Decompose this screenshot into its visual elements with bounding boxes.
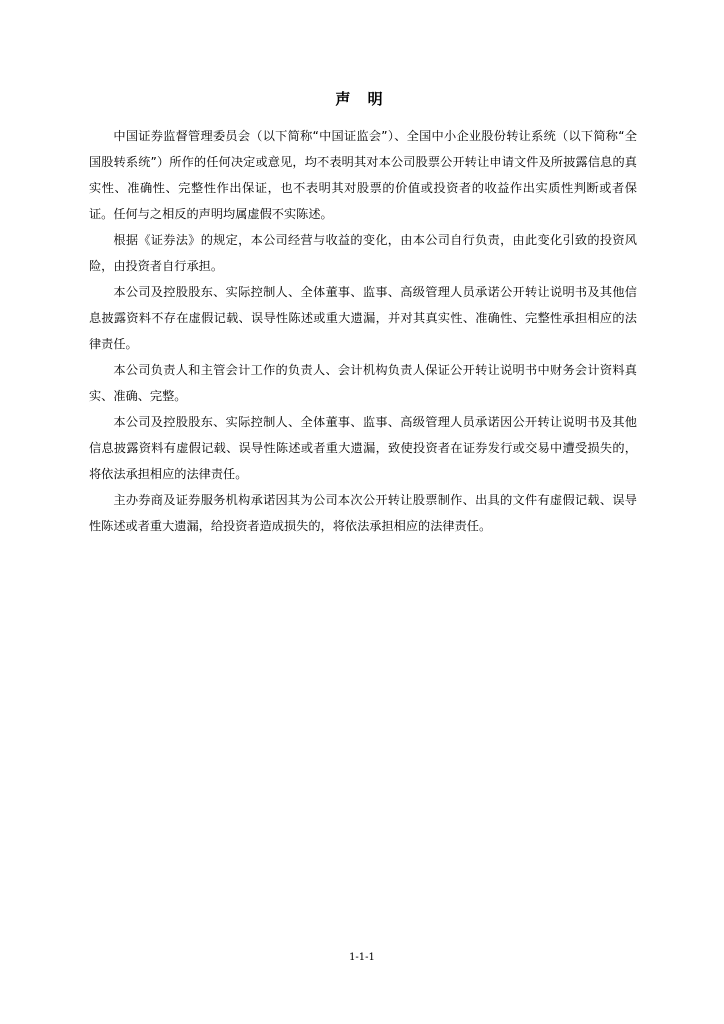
paragraph-broker-commitment: 主办券商及证券服务机构承诺因其为公司本次公开转让股票制作、出具的文件有虚假记载、误导性陈述或者重大遗漏，给投资者造成损失的，将依法承担相应的法律责任。 [89,493,637,533]
paragraph-regulator-disclaimer: 中国证券监督管理委员会（以下简称“中国证监会”）、全国中小企业股份转让系统（以下简称“全国股转系统”）所作的任何决定或意见，均不表明其对本公司股票公开转让申请文件及所披露信息的真实性、准确性、完整性作出保证，也不表明其对股票的价值或投资者的收益作出实质性判断或者保证。任何与之相反的声明均属虚假不实陈述。 [89,129,637,221]
paragraph-disclosure-commitment: 本公司及控股股东、实际控制人、全体董事、监事、高级管理人员承诺公开转让说明书及其他信息披露资料不存在虚假记载、误导性陈述或重大遗漏，并对其真实性、准确性、完整性承担相应的法律责任。 [89,285,637,351]
statement-body [89,123,637,539]
page-title: 声 明 [335,90,389,108]
page-number: 1-1-1 [349,952,375,963]
paragraph-liability-commitment: 本公司及控股股东、实际控制人、全体董事、监事、高级管理人员承诺因公开转让说明书及其他信息披露资料有虚假记载、误导性陈述或者重大遗漏，致使投资者在证券发行或交易中遭受损失的，将依法承担相应的法律责任。 [89,415,637,481]
paragraph-financial-guarantee: 本公司负责人和主管会计工作的负责人、会计机构负责人保证公开转让说明书中财务会计资料真实、准确、完整。 [89,363,637,403]
paragraph-investment-risk: 根据《证券法》的规定，本公司经营与收益的变化，由本公司自行负责，由此变化引致的投资风险，由投资者自行承担。 [89,233,637,273]
